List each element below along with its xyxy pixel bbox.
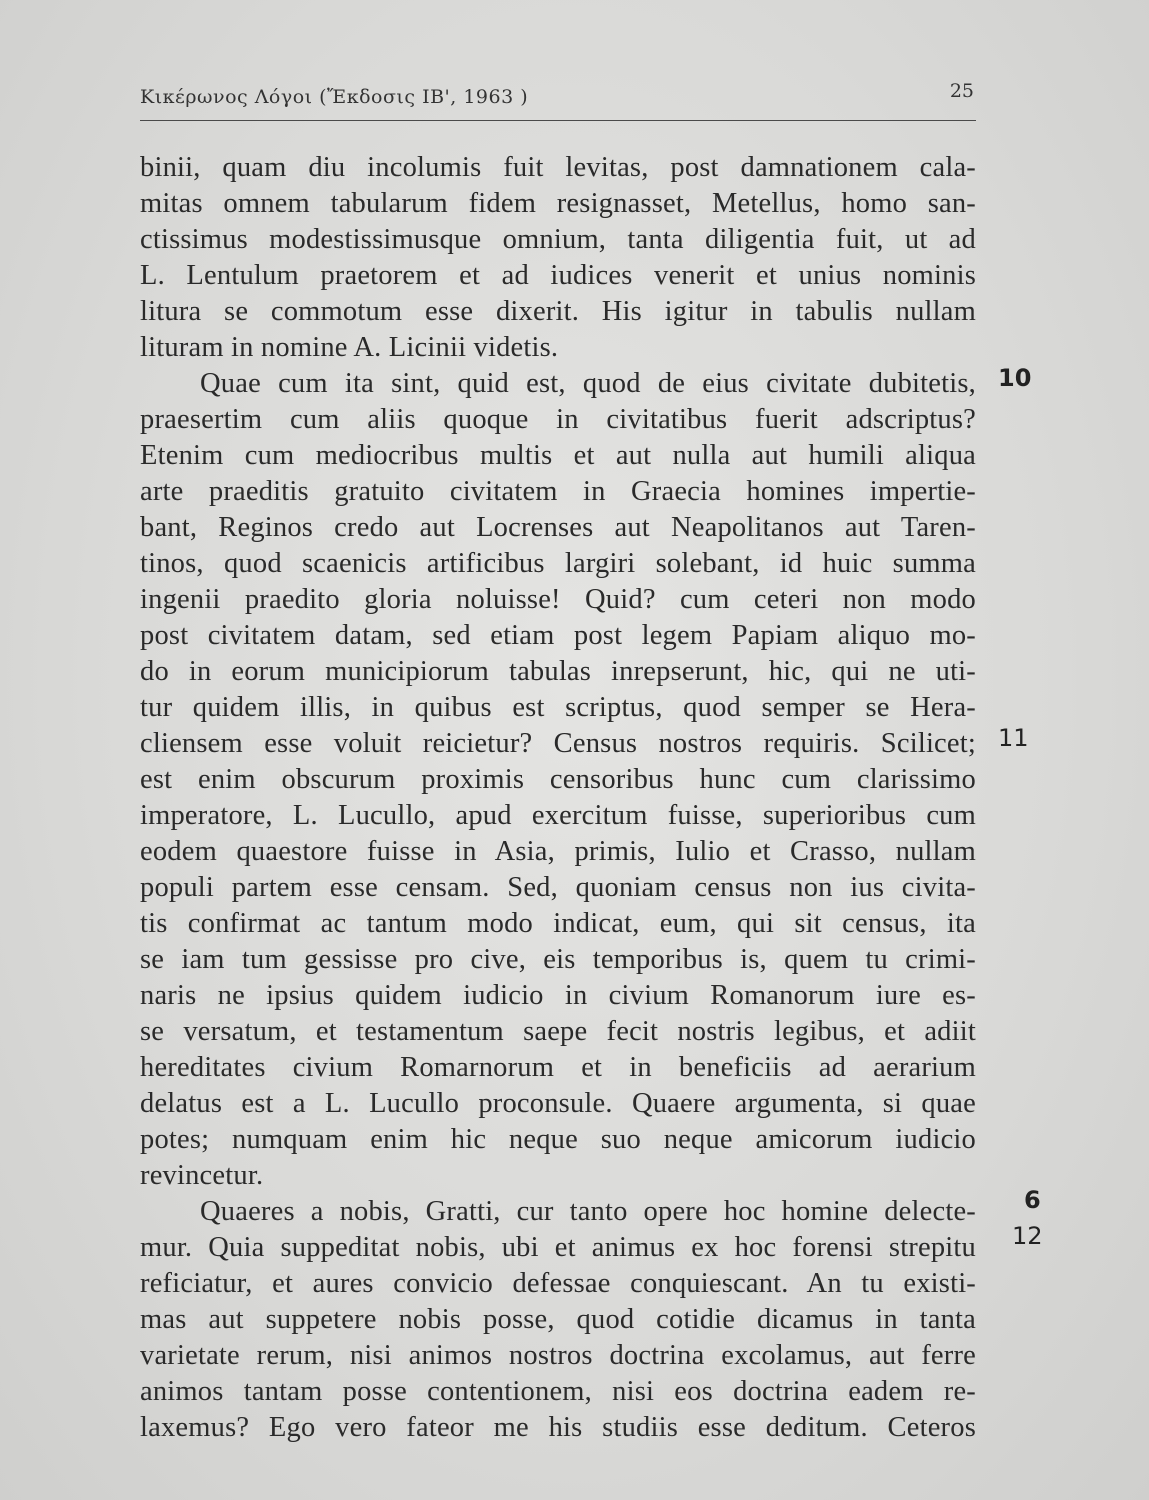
text-line: populi partem esse censam. Sed, quoniam census non ius civita- <box>140 872 976 903</box>
text-line: L. Lentulum praetorem et ad iudices venerit et unius nominis <box>140 260 976 291</box>
running-header <box>140 80 976 121</box>
margin-number-10: 10 <box>998 364 1032 392</box>
text-line: do in eorum municipiorum tabulas inrepserunt, hic, qui ne uti- <box>140 656 976 687</box>
text-line: mas aut suppetere nobis posse, quod cotidie dicamus in tanta <box>140 1304 976 1335</box>
text-line: lituram in nomine A. Licinii videtis. <box>140 332 559 363</box>
paragraph-start-line: Quae cum ita sint, quid est, quod de eius civitate dubitetis, <box>200 368 976 399</box>
text-line: potes; numquam enim hic neque suo neque amicorum iudicio <box>140 1124 976 1155</box>
margin-number-6: 6 <box>1024 1186 1041 1214</box>
text-line: hereditates civium Romarnorum et in beneficiis ad aerarium <box>140 1052 976 1083</box>
text-line: praesertim cum aliis quoque in civitatibus fuerit adscriptus? <box>140 404 976 435</box>
text-line: cliensem esse voluit reicietur? Census nostros requiris. Scilicet; <box>140 728 976 759</box>
text-line: tinos, quod scaenicis artificibus largiri solebant, id huic summa <box>140 548 976 579</box>
margin-number-12: 12 <box>1012 1222 1043 1250</box>
text-line: litura se commotum esse dixerit. His igitur in tabulis nullam <box>140 296 976 327</box>
text-line: mitas omnem tabularum fidem resignasset, Metellus, homo san- <box>140 188 976 219</box>
text-line: naris ne ipsius quidem iudicio in civium Romanorum iure es- <box>140 980 976 1011</box>
text-line: se versatum, et testamentum saepe fecit nostris legibus, et adiit <box>140 1016 976 1047</box>
paragraph-start-line: Quaeres a nobis, Gratti, cur tanto opere hoc homine delecte- <box>200 1196 976 1227</box>
text-line: tur quidem illis, in quibus est scriptus, quod semper se Hera- <box>140 692 976 723</box>
text-line: ctissimus modestissimusque omnium, tanta diligentia fuit, ut ad <box>140 224 976 255</box>
text-line: delatus est a L. Lucullo proconsule. Quaere argumenta, si quae <box>140 1088 976 1119</box>
margin-number-11: 11 <box>998 724 1029 752</box>
page-number: 25 <box>949 80 974 102</box>
text-line: est enim obscurum proximis censoribus hunc cum clarissimo <box>140 764 976 795</box>
text-line: eodem quaestore fuisse in Asia, primis, Iulio et Crasso, nullam <box>140 836 976 867</box>
text-line: reficiatur, et aures convicio defessae conquiescant. An tu existi- <box>140 1268 976 1299</box>
text-line: revincetur. <box>140 1160 264 1191</box>
text-line: imperatore, L. Lucullo, apud exercitum fuisse, superioribus cum <box>140 800 976 831</box>
text-line: binii, quam diu incolumis fuit levitas, post damnationem cala- <box>140 152 976 183</box>
text-line: mur. Quia suppeditat nobis, ubi et animus ex hoc forensi strepitu <box>140 1232 976 1263</box>
text-line: ingenii praedito gloria noluisse! Quid? cum ceteri non modo <box>140 584 976 615</box>
header-title: Κικέρωνος Λόγοι (Ἔκδοσις ΙΒ', 1963 ) <box>140 86 529 108</box>
text-line: Etenim cum mediocribus multis et aut nulla aut humili aliqua <box>140 440 976 471</box>
text-line: se iam tum gessisse pro cive, eis temporibus is, quem tu crimi- <box>140 944 976 975</box>
text-line: varietate rerum, nisi animos nostros doctrina excolamus, aut ferre <box>140 1340 976 1371</box>
text-line: animos tantam posse contentionem, nisi eos doctrina eadem re- <box>140 1376 976 1407</box>
text-line: tis confirmat ac tantum modo indicat, eum, qui sit census, ita <box>140 908 976 939</box>
text-line: arte praeditis gratuito civitatem in Graecia homines impertie- <box>140 476 976 507</box>
text-line: post civitatem datam, sed etiam post legem Papiam aliquo mo- <box>140 620 976 651</box>
text-line: laxemus? Ego vero fateor me his studiis esse deditum. Ceteros <box>140 1412 976 1443</box>
text-line: bant, Reginos credo aut Locrenses aut Neapolitanos aut Taren- <box>140 512 976 543</box>
